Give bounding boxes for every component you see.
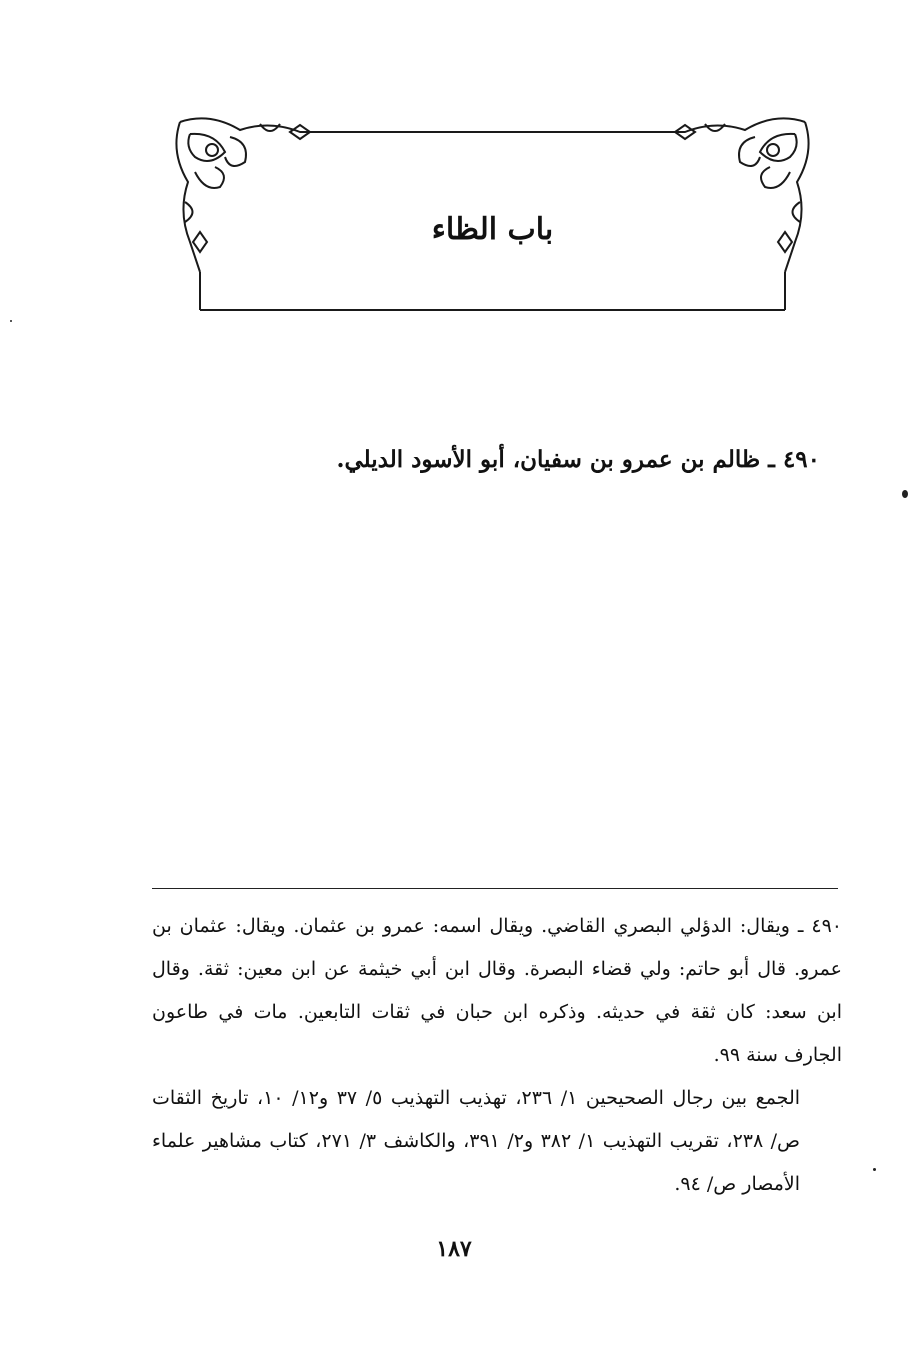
entry-heading: ٤٩٠ ـ ظالم بن عمرو بن سفيان، أبو الأسود الديلي.	[336, 446, 820, 473]
footnote	[152, 905, 842, 1206]
footnote-sources: الجمع بين رجال الصحيحين ١/ ٢٣٦، تهذيب التهذيب ٥/ ٣٧ و١٢/ ١٠، تاريخ الثقات ص/ ٢٣٨، تقريب التهذيب ١/ ٣٨٢ و٢/ ٣٩١، والكاشف ٣/ ٢٧١، كتاب مشاهير علماء الأمصار ص/ ٩٤.	[152, 1087, 801, 1195]
footnote-separator	[152, 888, 838, 889]
ink-speck	[902, 490, 908, 498]
ink-speck	[10, 320, 12, 322]
page-number: ١٨٧	[436, 1236, 472, 1262]
ink-speck	[873, 1168, 876, 1171]
footnote-biography: ٤٩٠ ـ ويقال: الدؤلي البصري القاضي. ويقال اسمه: عمرو بن عثمان. ويقال: عثمان بن عمرو. قال أبو حاتم: ولي قضاء البصرة. وقال ابن أبي خيثمة عن ابن معين: ثقة. وقال ابن سعد: كان ثقة في حديثه. وذكره ابن حبان في ثقات التابعين. مات في طاعون الجارف سنة ٩٩.	[152, 915, 842, 1066]
chapter-title: باب الظاء	[431, 212, 554, 247]
